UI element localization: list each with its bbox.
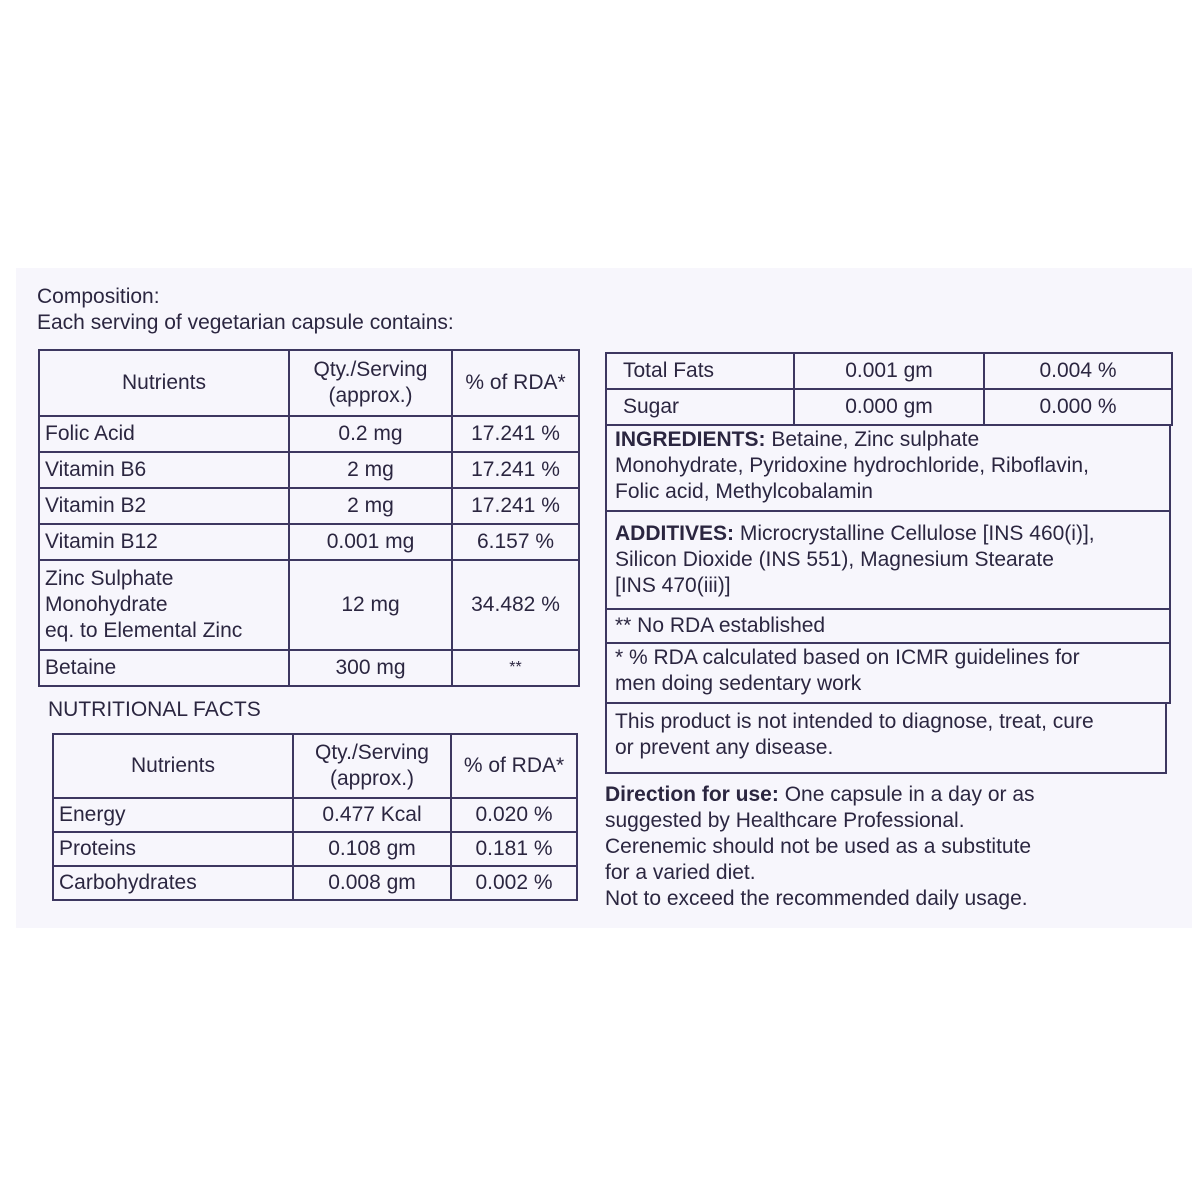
table-row (39, 560, 579, 650)
nutrient-name: Vitamin B6 (39, 452, 289, 488)
table-row (39, 452, 579, 488)
table-row (39, 488, 579, 524)
nutrient-name: Vitamin B12 (39, 524, 289, 560)
table-row (53, 832, 577, 866)
nutrient-qty: 2 mg (289, 452, 452, 488)
table-row (53, 798, 577, 832)
nutrient-name: Betaine (39, 650, 289, 686)
nutrient-qty: 0.477 Kcal (293, 798, 451, 832)
nutrient-rda: 0.000 % (984, 389, 1172, 425)
nutrient-rda: ** (452, 650, 579, 686)
additives-box (605, 512, 1171, 610)
header-rda: % of RDA* (451, 734, 577, 798)
ingredients-line: Betaine, Zinc sulphate (765, 428, 980, 451)
nutrient-qty: 0.001 mg (289, 524, 452, 560)
header-nutrients: Nutrients (53, 734, 293, 798)
ingredients-line: Monohydrate, Pyridoxine hydrochloride, Riboflavin, (615, 454, 1089, 477)
composition-heading: Composition: (37, 285, 160, 308)
ingredients-label: INGREDIENTS: (615, 428, 766, 451)
nutrient-rda: 17.241 % (452, 416, 579, 452)
directions-line: for a varied diet. (605, 861, 756, 884)
ingredients-line: Folic acid, Methylcobalamin (615, 480, 873, 503)
nutrient-qty: 0.108 gm (293, 832, 451, 866)
disclaimer-line: This product is not intended to diagnose, treat, cure (615, 710, 1094, 733)
nutrient-qty: 12 mg (289, 560, 452, 650)
nutrient-qty: 0.001 gm (794, 353, 984, 389)
header-rda: % of RDA* (452, 350, 579, 416)
nutrient-rda: 17.241 % (452, 488, 579, 524)
directions-label: Direction for use: (605, 783, 779, 806)
rda-basis-line: * % RDA calculated based on ICMR guidelines for (615, 646, 1080, 669)
nutrient-qty: 300 mg (289, 650, 452, 686)
table-row (39, 416, 579, 452)
nutrient-qty: 2 mg (289, 488, 452, 524)
nutritional-facts-heading: NUTRITIONAL FACTS (48, 698, 261, 721)
nutrient-name: Carbohydrates (53, 866, 293, 900)
nutrient-rda: 34.482 % (452, 560, 579, 650)
ingredients-box (605, 424, 1171, 512)
nutrient-rda: 6.157 % (452, 524, 579, 560)
nutrient-rda: 0.002 % (451, 866, 577, 900)
directions-line: One capsule in a day or as (778, 783, 1035, 806)
nutrient-name: Vitamin B2 (39, 488, 289, 524)
table-header-row (53, 734, 577, 798)
directions-block (605, 782, 1165, 912)
composition-subheading: Each serving of vegetarian capsule contains: (37, 311, 454, 334)
additives-label: ADDITIVES: (615, 522, 735, 545)
table-row (606, 389, 1172, 425)
nutrient-qty: 0.2 mg (289, 416, 452, 452)
nutrient-qty: 0.000 gm (794, 389, 984, 425)
nutrient-rda: 0.004 % (984, 353, 1172, 389)
table-row (39, 650, 579, 686)
nutritional-facts-continued-table (605, 352, 1173, 426)
nutrient-name-line: Zinc Sulphate (45, 567, 174, 590)
table-row (39, 524, 579, 560)
nutrient-name: Energy (53, 798, 293, 832)
table-row (606, 353, 1172, 389)
additives-line: Microcrystalline Cellulose [INS 460(i)], (734, 522, 1095, 545)
header-nutrients: Nutrients (39, 350, 289, 416)
nutrient-rda: 0.020 % (451, 798, 577, 832)
no-rda-text: ** No RDA established (615, 614, 826, 637)
nutrient-name-line: Monohydrate (45, 593, 168, 616)
disclaimer-box (605, 702, 1167, 774)
nutrient-name: Proteins (53, 832, 293, 866)
nutrient-name-line: eq. to Elemental Zinc (45, 619, 243, 642)
nutrient-rda: 0.181 % (451, 832, 577, 866)
nutrient-name: Total Fats (606, 353, 794, 389)
nutrient-name: Folic Acid (39, 416, 289, 452)
nutrient-name (39, 560, 289, 650)
nutritional-facts-table (52, 733, 578, 901)
rda-basis-note (605, 642, 1171, 704)
directions-line: Not to exceed the recommended daily usage. (605, 887, 1028, 910)
nutrient-rda: 17.241 % (452, 452, 579, 488)
additives-line: [INS 470(iii)] (615, 574, 731, 597)
header-qty: Qty./Serving (approx.) (289, 350, 452, 416)
no-rda-note (605, 608, 1171, 644)
nutrient-qty: 0.008 gm (293, 866, 451, 900)
composition-table (38, 349, 580, 687)
directions-line: suggested by Healthcare Professional. (605, 809, 965, 832)
additives-line: Silicon Dioxide (INS 551), Magnesium Stearate (615, 548, 1054, 571)
table-row (53, 866, 577, 900)
table-header-row (39, 350, 579, 416)
rda-basis-line: men doing sedentary work (615, 672, 862, 695)
disclaimer-line: or prevent any disease. (615, 736, 834, 759)
header-qty: Qty./Serving (approx.) (293, 734, 451, 798)
nutrient-name: Sugar (606, 389, 794, 425)
directions-line: Cerenemic should not be used as a substitute (605, 835, 1032, 858)
